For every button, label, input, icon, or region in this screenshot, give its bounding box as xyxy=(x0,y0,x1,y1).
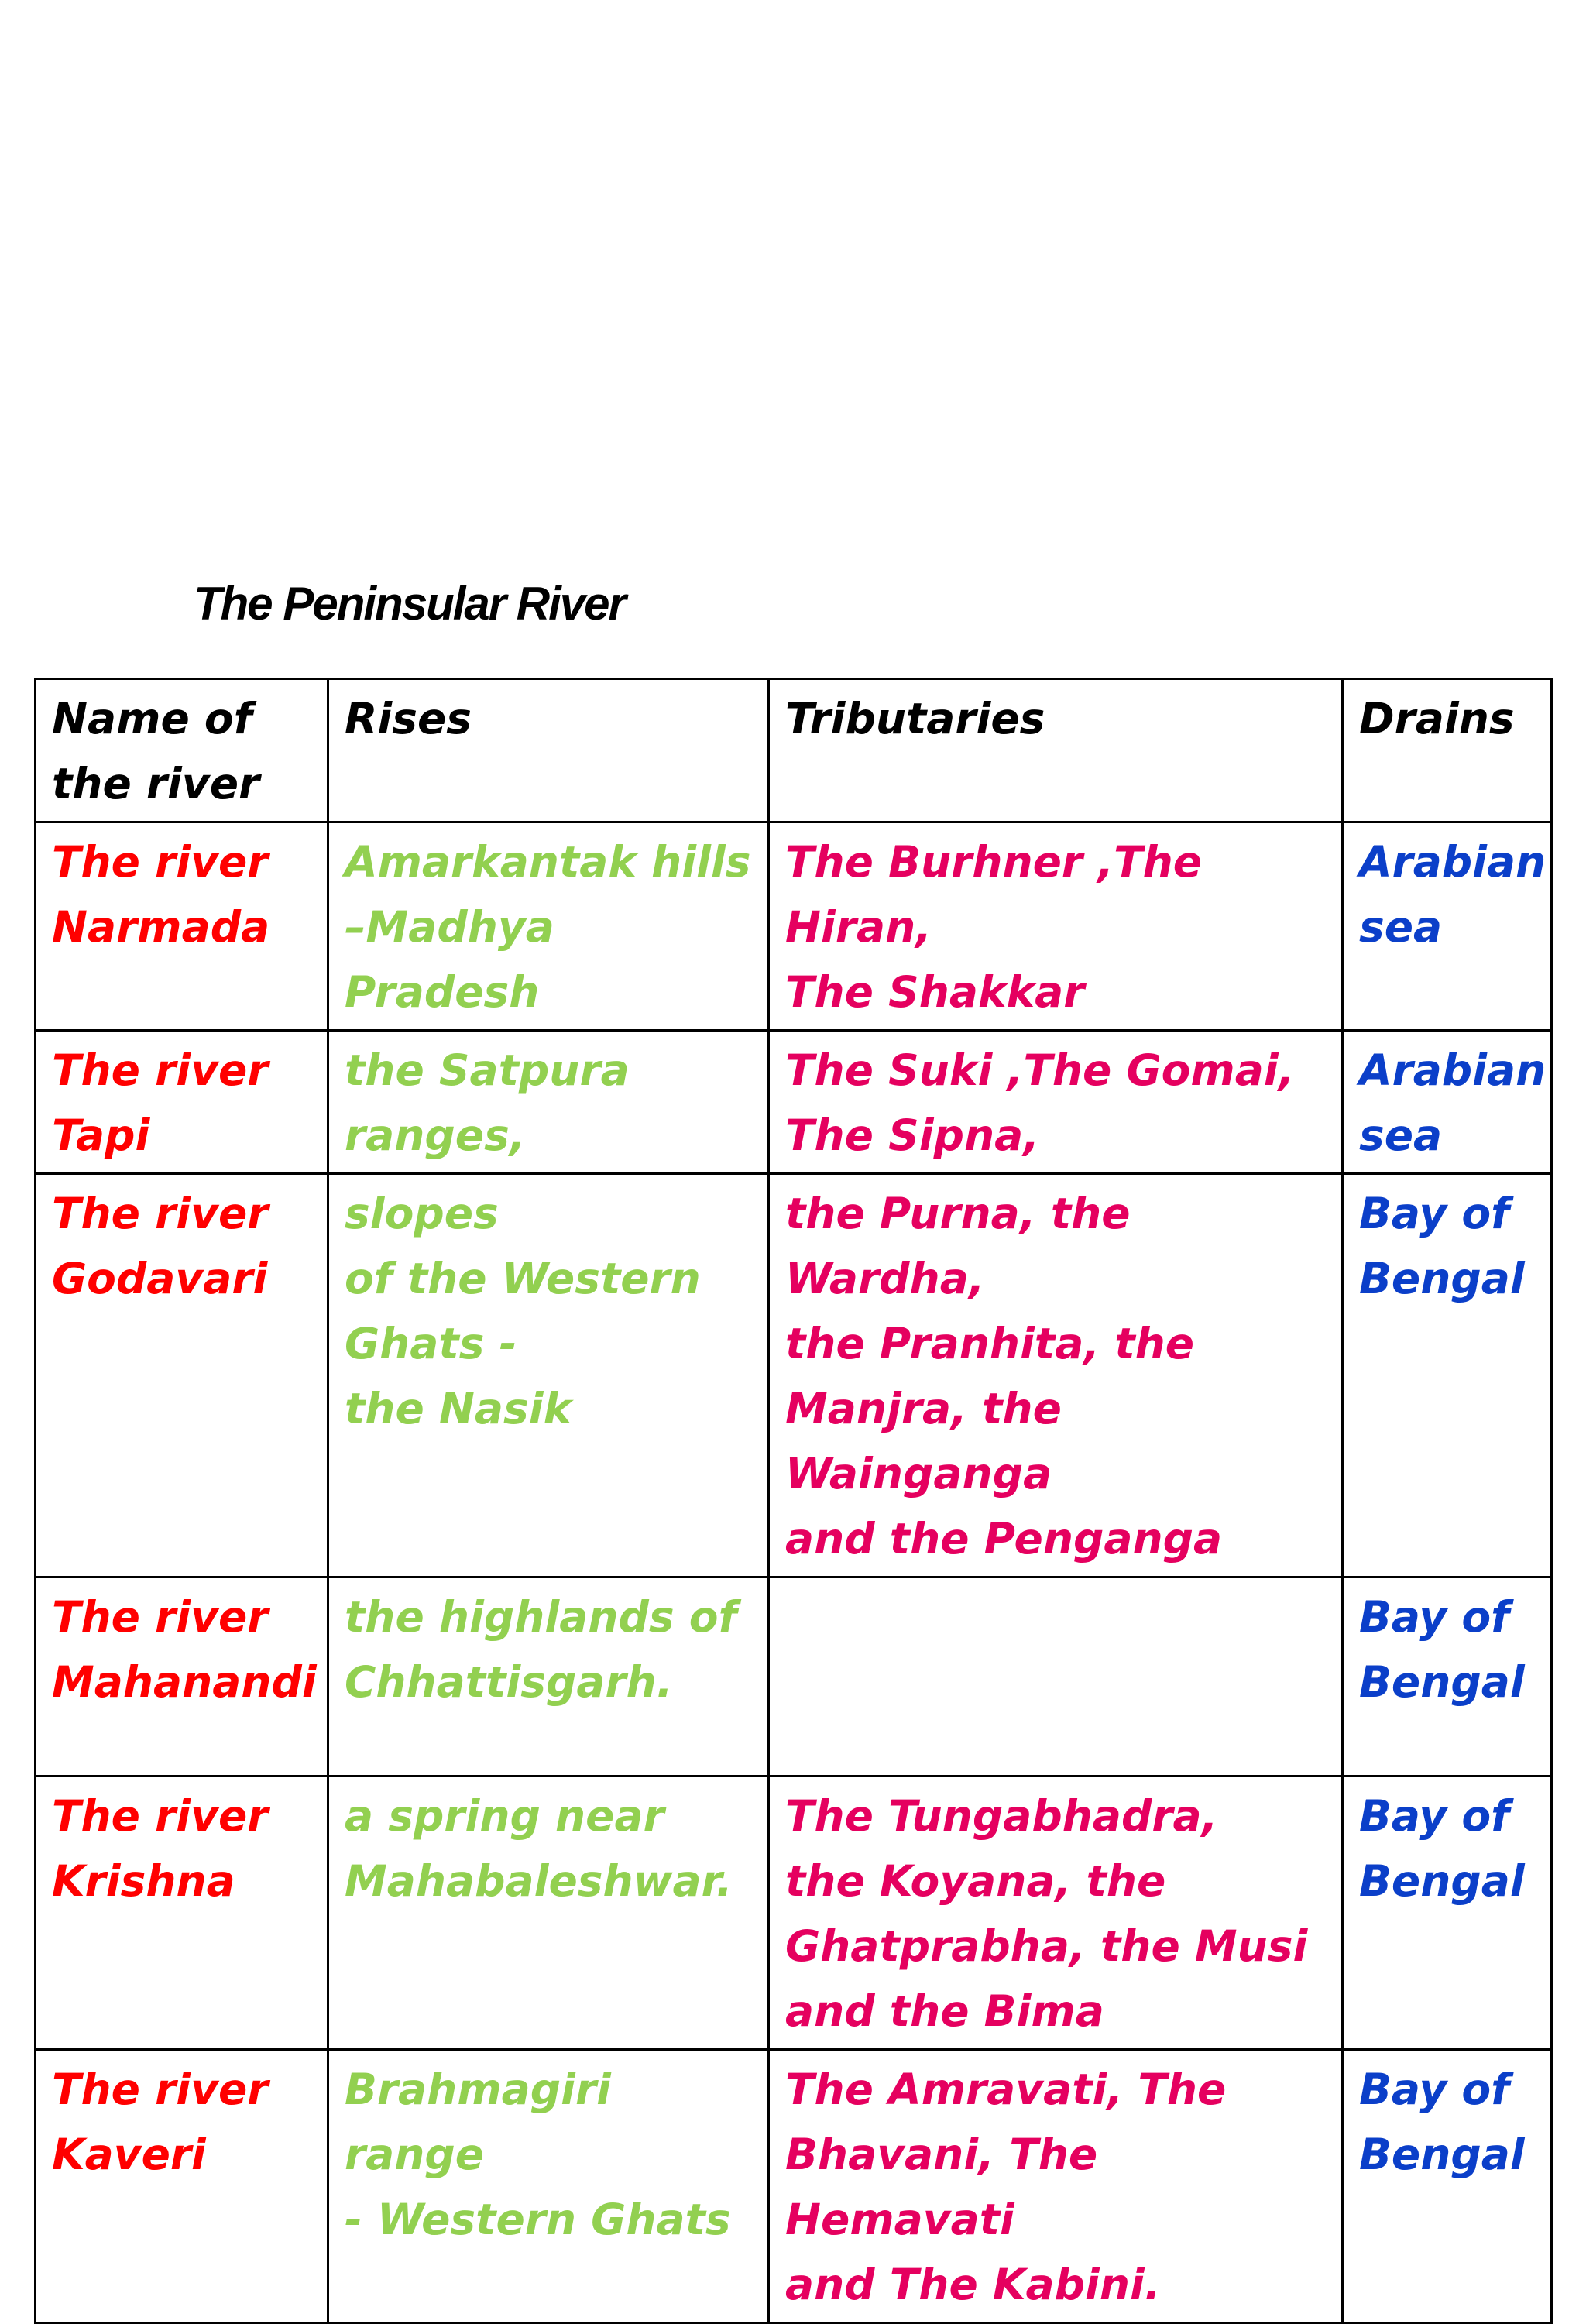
header-rises: Rises xyxy=(328,679,769,822)
page-title: The Peninsular River xyxy=(194,578,625,630)
table-row xyxy=(36,1031,1552,1174)
cell-river-name: The river Godavari xyxy=(36,1174,328,1577)
cell-river-name: The river Krishna xyxy=(36,1776,328,2050)
cell-tributaries: The Suki ,The Gomai, The Sipna, xyxy=(769,1031,1343,1174)
table-row xyxy=(36,1577,1552,1776)
cell-river-name: The river Tapi xyxy=(36,1031,328,1174)
cell-rises: Brahmagiri range - Western Ghats xyxy=(328,2050,769,2323)
cell-drains: Bay of Bengal xyxy=(1343,1776,1552,2050)
header-name: Name of the river xyxy=(36,679,328,822)
cell-rises: a spring near Mahabaleshwar. xyxy=(328,1776,769,2050)
table-row xyxy=(36,1776,1552,2050)
rivers-table xyxy=(34,678,1553,2324)
cell-rises: the Satpura ranges, xyxy=(328,1031,769,1174)
cell-river-name: The river Narmada xyxy=(36,822,328,1031)
cell-drains: Bay of Bengal xyxy=(1343,1577,1552,1776)
cell-drains: Arabian sea xyxy=(1343,1031,1552,1174)
cell-tributaries: The Burhner ,The Hiran, The Shakkar xyxy=(769,822,1343,1031)
header-drains: Drains xyxy=(1343,679,1552,822)
cell-river-name: The river Kaveri xyxy=(36,2050,328,2323)
cell-river-name: The river Mahanandi xyxy=(36,1577,328,1776)
cell-tributaries: the Purna, the Wardha, the Pranhita, the Manjra, the Wainganga and the Penganga xyxy=(769,1174,1343,1577)
cell-rises: Amarkantak hills –Madhya Pradesh xyxy=(328,822,769,1031)
cell-rises: slopes of the Western Ghats - the Nasik xyxy=(328,1174,769,1577)
table-row xyxy=(36,822,1552,1031)
cell-tributaries: The Amravati, The Bhavani, The Hemavati and The Kabini. xyxy=(769,2050,1343,2323)
cell-tributaries xyxy=(769,1577,1343,1776)
table-header-row xyxy=(36,679,1552,822)
cell-rises: the highlands of Chhattisgarh. xyxy=(328,1577,769,1776)
cell-drains: Arabian sea xyxy=(1343,822,1552,1031)
table-row xyxy=(36,1174,1552,1577)
cell-drains: Bay of Bengal xyxy=(1343,1174,1552,1577)
table-row xyxy=(36,2050,1552,2323)
header-tributaries: Tributaries xyxy=(769,679,1343,822)
cell-tributaries: The Tungabhadra, the Koyana, the Ghatprabha, the Musi and the Bima xyxy=(769,1776,1343,2050)
cell-drains: Bay of Bengal xyxy=(1343,2050,1552,2323)
